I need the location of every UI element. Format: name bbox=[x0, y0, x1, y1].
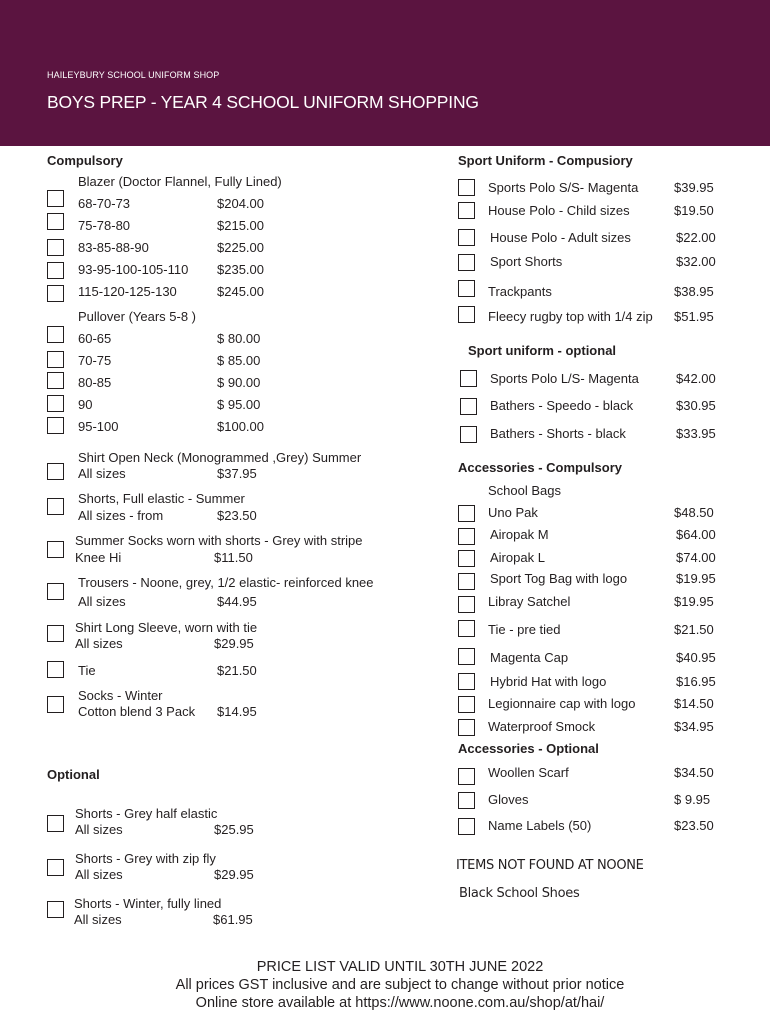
footer-validity: PRICE LIST VALID UNTIL 30TH JUNE 2022 bbox=[256, 959, 544, 975]
item-price: $74.00 bbox=[676, 550, 716, 565]
checkbox-tie[interactable] bbox=[47, 661, 64, 678]
not-found-item: Black School Shoes bbox=[459, 886, 580, 901]
checkbox-house-polo-adult[interactable] bbox=[458, 229, 475, 246]
item-name: Airopak M bbox=[490, 527, 549, 542]
checkbox-fleecy-rugby-top[interactable] bbox=[458, 306, 475, 323]
checkbox-woollen-scarf[interactable] bbox=[458, 768, 475, 785]
item-price: $39.95 bbox=[674, 180, 714, 195]
checkbox-pullover-80[interactable] bbox=[47, 372, 64, 389]
item-price: $40.95 bbox=[676, 650, 716, 665]
checkbox-waterproof-smock[interactable] bbox=[458, 719, 475, 736]
item-name: Magenta Cap bbox=[490, 650, 569, 665]
item-price: $22.00 bbox=[676, 230, 716, 245]
item-price: $42.00 bbox=[676, 371, 716, 386]
blazer-price: $215.00 bbox=[217, 218, 264, 233]
item-size: All sizes bbox=[78, 594, 126, 609]
blazer-size: 68-70-73 bbox=[78, 196, 131, 211]
item-name: Fleecy rugby top with 1/4 zip bbox=[488, 309, 653, 324]
optional-heading: Optional bbox=[47, 767, 100, 782]
item-price: $29.95 bbox=[214, 867, 254, 882]
checkbox-hybrid-hat[interactable] bbox=[458, 673, 475, 690]
item-price: $64.00 bbox=[676, 527, 716, 542]
checkbox-gloves[interactable] bbox=[458, 792, 475, 809]
checkbox-blazer-83[interactable] bbox=[47, 239, 64, 256]
pullover-price: $ 80.00 bbox=[217, 331, 261, 346]
item-price: $14.95 bbox=[217, 704, 257, 719]
blazer-size: 115-120-125-130 bbox=[78, 284, 177, 299]
item-name: Legionnaire cap with logo bbox=[488, 696, 636, 711]
item-price: $25.95 bbox=[214, 822, 254, 837]
checkbox-shirt-summer[interactable] bbox=[47, 463, 64, 480]
blazer-price: $235.00 bbox=[217, 262, 264, 277]
item-name: House Polo - Adult sizes bbox=[490, 230, 631, 245]
item-price: $34.95 bbox=[674, 719, 714, 734]
checkbox-house-polo-child[interactable] bbox=[458, 202, 475, 219]
checkbox-tie-pre-tied[interactable] bbox=[458, 620, 475, 637]
blazer-size: 93-95-100-105-110 bbox=[78, 262, 189, 277]
item-name: Tie - pre tied bbox=[488, 622, 561, 637]
checkbox-blazer-75[interactable] bbox=[47, 213, 64, 230]
item-price: $38.95 bbox=[674, 284, 714, 299]
checkbox-shirt-long[interactable] bbox=[47, 625, 64, 642]
item-name: Bathers - Shorts - black bbox=[490, 426, 626, 441]
item-name: Woollen Scarf bbox=[488, 765, 569, 780]
checkbox-bathers-shorts[interactable] bbox=[460, 426, 477, 443]
item-price: $51.95 bbox=[674, 309, 714, 324]
item-name: Gloves bbox=[488, 792, 529, 807]
blazer-price: $204.00 bbox=[217, 196, 264, 211]
pullover-size: 95-100 bbox=[78, 419, 119, 434]
item-size: All sizes bbox=[78, 466, 126, 481]
shop-name: HAILEYBURY SCHOOL UNIFORM SHOP bbox=[47, 70, 220, 80]
item-name: Shirt Open Neck (Monogrammed ,Grey) Summer bbox=[78, 450, 362, 465]
blazer-price: $225.00 bbox=[217, 240, 264, 255]
item-name: Sport Shorts bbox=[490, 254, 563, 269]
item-price: $29.95 bbox=[214, 636, 254, 651]
item-price: $23.50 bbox=[674, 818, 714, 833]
item-name: Sports Polo S/S- Magenta bbox=[488, 180, 639, 195]
item-size: All sizes bbox=[75, 636, 123, 651]
item-name: Tie bbox=[78, 663, 96, 678]
checkbox-magenta-cap[interactable] bbox=[458, 648, 475, 665]
checkbox-socks-winter[interactable] bbox=[47, 696, 64, 713]
checkbox-airopak-m[interactable] bbox=[458, 528, 475, 545]
item-size: All sizes bbox=[74, 912, 122, 927]
footer-gst-note: All prices GST inclusive and are subject to change without prior notice bbox=[175, 977, 625, 993]
item-name: Shorts - Grey half elastic bbox=[75, 806, 218, 821]
item-name: Shirt Long Sleeve, worn with tie bbox=[75, 620, 258, 635]
blazer-price: $245.00 bbox=[217, 284, 264, 299]
checkbox-pullover-90[interactable] bbox=[47, 395, 64, 412]
item-price: $19.95 bbox=[674, 594, 714, 609]
item-name: Uno Pak bbox=[488, 505, 538, 520]
checkbox-blazer-115[interactable] bbox=[47, 285, 64, 302]
checkbox-sport-shorts[interactable] bbox=[458, 254, 475, 271]
checkbox-shorts-winter[interactable] bbox=[47, 901, 64, 918]
sport-optional-heading: Sport uniform - optional bbox=[468, 343, 617, 358]
checkbox-name-labels[interactable] bbox=[458, 818, 475, 835]
item-name: Shorts - Grey with zip fly bbox=[75, 851, 216, 866]
page-title: BOYS PREP - YEAR 4 SCHOOL UNIFORM SHOPPING bbox=[47, 92, 479, 112]
acc-optional-heading: Accessories - Optional bbox=[458, 741, 599, 756]
checkbox-blazer-93[interactable] bbox=[47, 262, 64, 279]
compulsory-heading: Compulsory bbox=[47, 153, 123, 168]
item-price: $19.50 bbox=[674, 203, 714, 218]
acc-compulsory-heading: Accessories - Compulsory bbox=[458, 460, 623, 475]
item-size: Cotton blend 3 Pack bbox=[78, 704, 196, 719]
item-price: $37.95 bbox=[217, 466, 257, 481]
sport-compulsory-heading: Sport Uniform - Compusiory bbox=[458, 153, 633, 168]
blazer-size: 75-78-80 bbox=[78, 218, 131, 233]
item-price: $14.50 bbox=[674, 696, 714, 711]
checkbox-bathers-speedo[interactable] bbox=[460, 398, 477, 415]
not-found-heading: ITEMS NOT FOUND AT NOONE bbox=[456, 858, 644, 873]
item-size: Knee Hi bbox=[75, 550, 122, 565]
item-price: $32.00 bbox=[676, 254, 716, 269]
checkbox-summer-socks[interactable] bbox=[47, 541, 64, 558]
footer-online-store: Online store available at https://www.noone.com.au/shop/at/hai/ bbox=[195, 995, 605, 1011]
pullover-price: $100.00 bbox=[217, 419, 264, 434]
item-price: $34.50 bbox=[674, 765, 714, 780]
item-name: Hybrid Hat with logo bbox=[490, 674, 607, 689]
item-price: $11.50 bbox=[214, 550, 253, 565]
item-price: $16.95 bbox=[676, 674, 716, 689]
item-name: Trousers - Noone, grey, 1/2 elastic- reinforced knee bbox=[78, 575, 374, 590]
checkbox-sports-polo-ss[interactable] bbox=[458, 179, 475, 196]
pullover-price: $ 85.00 bbox=[217, 353, 261, 368]
checkbox-uno-pak[interactable] bbox=[458, 505, 475, 522]
pullover-price: $ 95.00 bbox=[217, 397, 261, 412]
item-size: All sizes bbox=[75, 867, 123, 882]
item-name: Trackpants bbox=[488, 284, 552, 299]
item-price: $ 9.95 bbox=[674, 792, 711, 807]
item-name: Sports Polo L/S- Magenta bbox=[490, 371, 639, 386]
blazer-title: Blazer (Doctor Flannel, Fully Lined) bbox=[78, 174, 282, 189]
item-price: $61.95 bbox=[213, 912, 253, 927]
pullover-title: Pullover (Years 5-8 ) bbox=[78, 309, 197, 324]
pullover-size: 70-75 bbox=[78, 353, 112, 368]
pullover-price: $ 90.00 bbox=[217, 375, 261, 390]
item-price: $33.95 bbox=[676, 426, 716, 441]
checkbox-trousers[interactable] bbox=[47, 583, 64, 600]
item-name: Shorts - Winter, fully lined bbox=[74, 896, 222, 911]
item-name: Libray Satchel bbox=[488, 594, 571, 609]
checkbox-shorts-half-elastic[interactable] bbox=[47, 815, 64, 832]
item-price: $44.95 bbox=[217, 594, 257, 609]
checkbox-pullover-60[interactable] bbox=[47, 326, 64, 343]
item-price: $30.95 bbox=[676, 398, 716, 413]
item-name: Waterproof Smock bbox=[488, 719, 596, 734]
item-price: $19.95 bbox=[676, 571, 716, 586]
item-name: Bathers - Speedo - black bbox=[490, 398, 634, 413]
checkbox-airopak-l[interactable] bbox=[458, 550, 475, 567]
pullover-size: 60-65 bbox=[78, 331, 112, 346]
checkbox-pullover-70[interactable] bbox=[47, 351, 64, 368]
checkbox-shorts-zip-fly[interactable] bbox=[47, 859, 64, 876]
item-size: All sizes - from bbox=[78, 508, 164, 523]
item-name: Socks - Winter bbox=[78, 688, 163, 703]
checkbox-legionnaire-cap[interactable] bbox=[458, 696, 475, 713]
checkbox-pullover-95[interactable] bbox=[47, 417, 64, 434]
pullover-size: 90 bbox=[78, 397, 93, 412]
blazer-size: 83-85-88-90 bbox=[78, 240, 149, 255]
item-price: $21.50 bbox=[674, 622, 714, 637]
item-price: $23.50 bbox=[217, 508, 257, 523]
header-banner bbox=[0, 0, 770, 146]
pullover-size: 80-85 bbox=[78, 375, 112, 390]
item-name: Summer Socks worn with shorts - Grey with stripe bbox=[75, 533, 363, 548]
item-price: $21.50 bbox=[217, 663, 257, 678]
checkbox-sport-tog-bag[interactable] bbox=[458, 573, 475, 590]
checkbox-shorts-summer[interactable] bbox=[47, 498, 64, 515]
checkbox-library-satchel[interactable] bbox=[458, 596, 475, 613]
item-name: Sport Tog Bag with logo bbox=[490, 571, 628, 586]
item-name: Name Labels (50) bbox=[488, 818, 592, 833]
checkbox-trackpants[interactable] bbox=[458, 280, 475, 297]
item-price: $48.50 bbox=[674, 505, 714, 520]
item-name: House Polo - Child sizes bbox=[488, 203, 630, 218]
item-name: Shorts, Full elastic - Summer bbox=[78, 491, 245, 506]
item-name: Airopak L bbox=[490, 550, 545, 565]
checkbox-sports-polo-ls[interactable] bbox=[460, 370, 477, 387]
checkbox-blazer-68[interactable] bbox=[47, 190, 64, 207]
school-bags-label: School Bags bbox=[488, 483, 561, 498]
item-size: All sizes bbox=[75, 822, 123, 837]
